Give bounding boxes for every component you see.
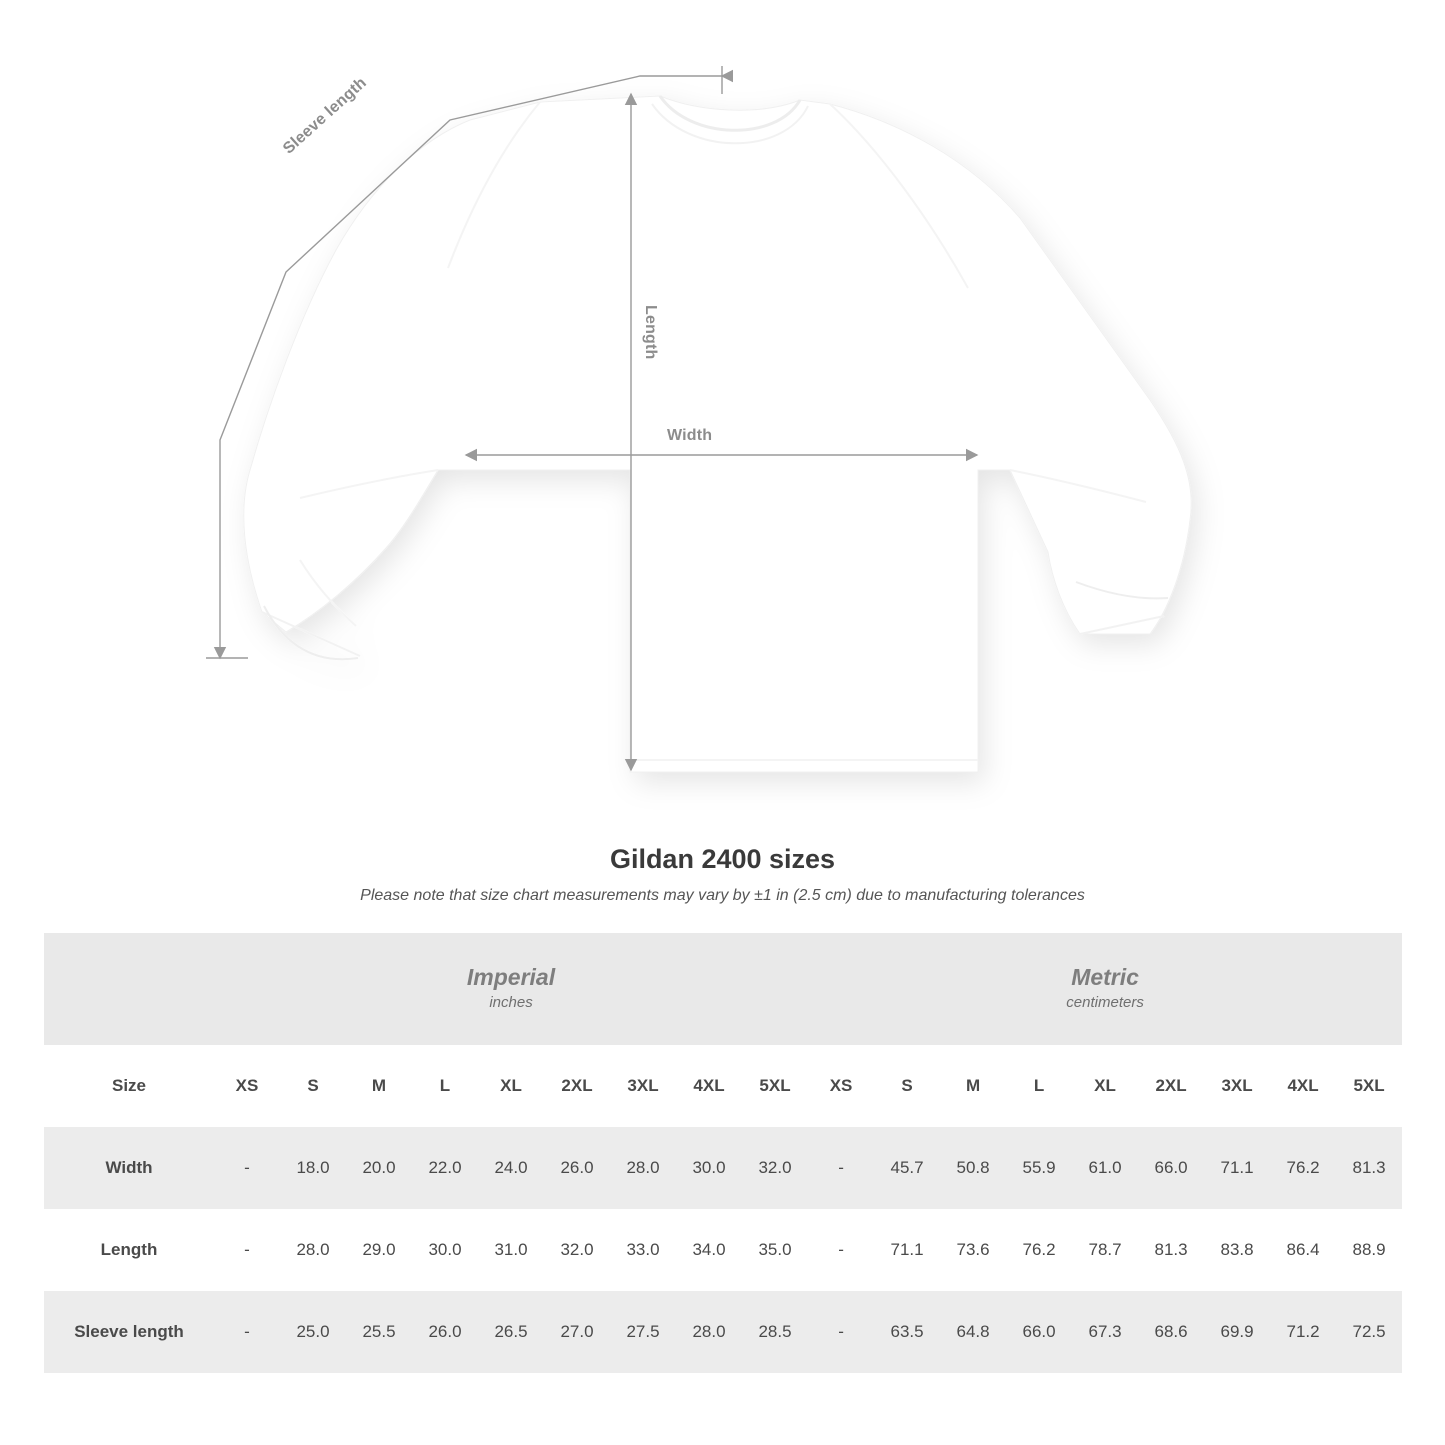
cell-metric-l: 76.2 bbox=[1022, 1240, 1056, 1259]
width-label: Width bbox=[667, 427, 713, 444]
cell-metric-xl: 78.7 bbox=[1088, 1240, 1122, 1259]
size-header-xs-metric: XS bbox=[829, 1076, 853, 1095]
cell-metric-4xl: 86.4 bbox=[1286, 1240, 1320, 1259]
cell-metric-xs: - bbox=[838, 1322, 844, 1341]
row-label-sleeve-length: Sleeve length bbox=[74, 1322, 184, 1341]
cell-imperial-m: 29.0 bbox=[362, 1240, 396, 1259]
size-header-l-metric: L bbox=[1033, 1076, 1045, 1095]
cell-imperial-4xl: 28.0 bbox=[692, 1322, 726, 1341]
cell-imperial-m: 20.0 bbox=[362, 1158, 396, 1177]
cell-imperial-xl: 26.5 bbox=[494, 1322, 528, 1341]
cell-imperial-3xl: 28.0 bbox=[626, 1158, 660, 1177]
size-header-4xl-metric: 4XL bbox=[1287, 1076, 1319, 1095]
cell-metric-xl: 67.3 bbox=[1088, 1322, 1122, 1341]
page-title: Gildan 2400 sizes bbox=[609, 844, 836, 874]
cell-imperial-xl: 24.0 bbox=[494, 1158, 528, 1177]
size-table bbox=[44, 933, 1402, 1373]
size-header-2xl-metric: 2XL bbox=[1155, 1076, 1187, 1095]
cell-imperial-l: 26.0 bbox=[428, 1322, 462, 1341]
cell-imperial-xs: - bbox=[244, 1158, 250, 1177]
cell-metric-m: 73.6 bbox=[956, 1240, 990, 1259]
size-header-xl-imperial: XL bbox=[500, 1076, 522, 1095]
size-header-4xl-imperial: 4XL bbox=[693, 1076, 725, 1095]
table-row bbox=[44, 1291, 1402, 1373]
size-header-5xl-metric: 5XL bbox=[1353, 1076, 1385, 1095]
unit-subtitle: centimeters bbox=[1066, 994, 1144, 1012]
cell-imperial-2xl: 32.0 bbox=[560, 1240, 594, 1259]
cell-metric-2xl: 66.0 bbox=[1154, 1158, 1188, 1177]
unit-name: Imperial bbox=[466, 963, 556, 990]
unit-name: Metric bbox=[1071, 963, 1139, 990]
cell-metric-m: 50.8 bbox=[956, 1158, 990, 1177]
cell-metric-2xl: 81.3 bbox=[1154, 1240, 1188, 1259]
unit-subtitle: inches bbox=[489, 994, 533, 1012]
cell-metric-s: 63.5 bbox=[890, 1322, 924, 1341]
cell-metric-5xl: 72.5 bbox=[1352, 1322, 1386, 1341]
cell-imperial-s: 28.0 bbox=[296, 1240, 330, 1259]
size-header-3xl-metric: 3XL bbox=[1221, 1076, 1253, 1095]
cell-metric-s: 71.1 bbox=[890, 1240, 924, 1259]
cell-metric-3xl: 71.1 bbox=[1220, 1158, 1254, 1177]
cell-imperial-4xl: 30.0 bbox=[692, 1158, 726, 1177]
cell-imperial-s: 18.0 bbox=[296, 1158, 330, 1177]
size-header-3xl-imperial: 3XL bbox=[627, 1076, 659, 1095]
size-header-5xl-imperial: 5XL bbox=[759, 1076, 791, 1095]
row-label-length: Length bbox=[100, 1240, 158, 1259]
table-row bbox=[44, 1127, 1402, 1209]
unit-header-row bbox=[44, 933, 1402, 1045]
sleeve-length-label: Sleeve length bbox=[280, 74, 370, 158]
cell-metric-3xl: 83.8 bbox=[1220, 1240, 1254, 1259]
cell-imperial-3xl: 33.0 bbox=[626, 1240, 660, 1259]
cell-imperial-5xl: 32.0 bbox=[758, 1158, 792, 1177]
size-header-s-imperial: S bbox=[307, 1076, 319, 1095]
cell-metric-l: 55.9 bbox=[1022, 1158, 1056, 1177]
size-header-l-imperial: L bbox=[439, 1076, 451, 1095]
size-header-label: Size bbox=[111, 1076, 147, 1095]
cell-metric-4xl: 71.2 bbox=[1286, 1322, 1320, 1341]
size-header-xs-imperial: XS bbox=[235, 1076, 259, 1095]
cell-metric-5xl: 88.9 bbox=[1352, 1240, 1386, 1259]
cell-metric-s: 45.7 bbox=[890, 1158, 924, 1177]
row-label-width: Width bbox=[105, 1158, 153, 1177]
cell-imperial-5xl: 28.5 bbox=[758, 1322, 792, 1341]
cell-imperial-xl: 31.0 bbox=[494, 1240, 528, 1259]
cell-imperial-m: 25.5 bbox=[362, 1322, 396, 1341]
size-header-m-imperial: M bbox=[371, 1076, 387, 1095]
cell-imperial-l: 22.0 bbox=[428, 1158, 462, 1177]
cell-metric-2xl: 68.6 bbox=[1154, 1322, 1188, 1341]
length-label: Length bbox=[642, 305, 659, 360]
title-block bbox=[0, 844, 1445, 905]
size-header-2xl-imperial: 2XL bbox=[561, 1076, 593, 1095]
cell-metric-l: 66.0 bbox=[1022, 1322, 1056, 1341]
cell-imperial-4xl: 34.0 bbox=[692, 1240, 726, 1259]
size-header-m-metric: M bbox=[965, 1076, 981, 1095]
cell-imperial-2xl: 27.0 bbox=[560, 1322, 594, 1341]
cell-imperial-5xl: 35.0 bbox=[758, 1240, 792, 1259]
table-row bbox=[44, 1209, 1402, 1291]
unit-header-spacer bbox=[44, 933, 214, 1045]
cell-imperial-3xl: 27.5 bbox=[626, 1322, 660, 1341]
cell-metric-3xl: 69.9 bbox=[1220, 1322, 1254, 1341]
cell-metric-xl: 61.0 bbox=[1088, 1158, 1122, 1177]
cell-metric-xs: - bbox=[838, 1158, 844, 1177]
cell-metric-xs: - bbox=[838, 1240, 844, 1259]
cell-metric-4xl: 76.2 bbox=[1286, 1158, 1320, 1177]
cell-imperial-s: 25.0 bbox=[296, 1322, 330, 1341]
cell-metric-5xl: 81.3 bbox=[1352, 1158, 1386, 1177]
cell-imperial-2xl: 26.0 bbox=[560, 1158, 594, 1177]
cell-imperial-xs: - bbox=[244, 1322, 250, 1341]
unit-header-imperial bbox=[214, 933, 808, 1045]
size-header-row bbox=[44, 1045, 1402, 1127]
unit-header-metric bbox=[808, 933, 1402, 1045]
size-table-wrapper bbox=[44, 933, 1401, 1373]
cell-metric-m: 64.8 bbox=[956, 1322, 990, 1341]
size-header-s-metric: S bbox=[901, 1076, 913, 1095]
size-header-xl-metric: XL bbox=[1094, 1076, 1116, 1095]
cell-imperial-l: 30.0 bbox=[428, 1240, 462, 1259]
shirt-shape bbox=[244, 96, 1191, 772]
cell-imperial-xs: - bbox=[244, 1240, 250, 1259]
tolerance-note: Please note that size chart measurements may vary by ±1 in (2.5 cm) due to manufacturing tolerances bbox=[360, 887, 1085, 904]
